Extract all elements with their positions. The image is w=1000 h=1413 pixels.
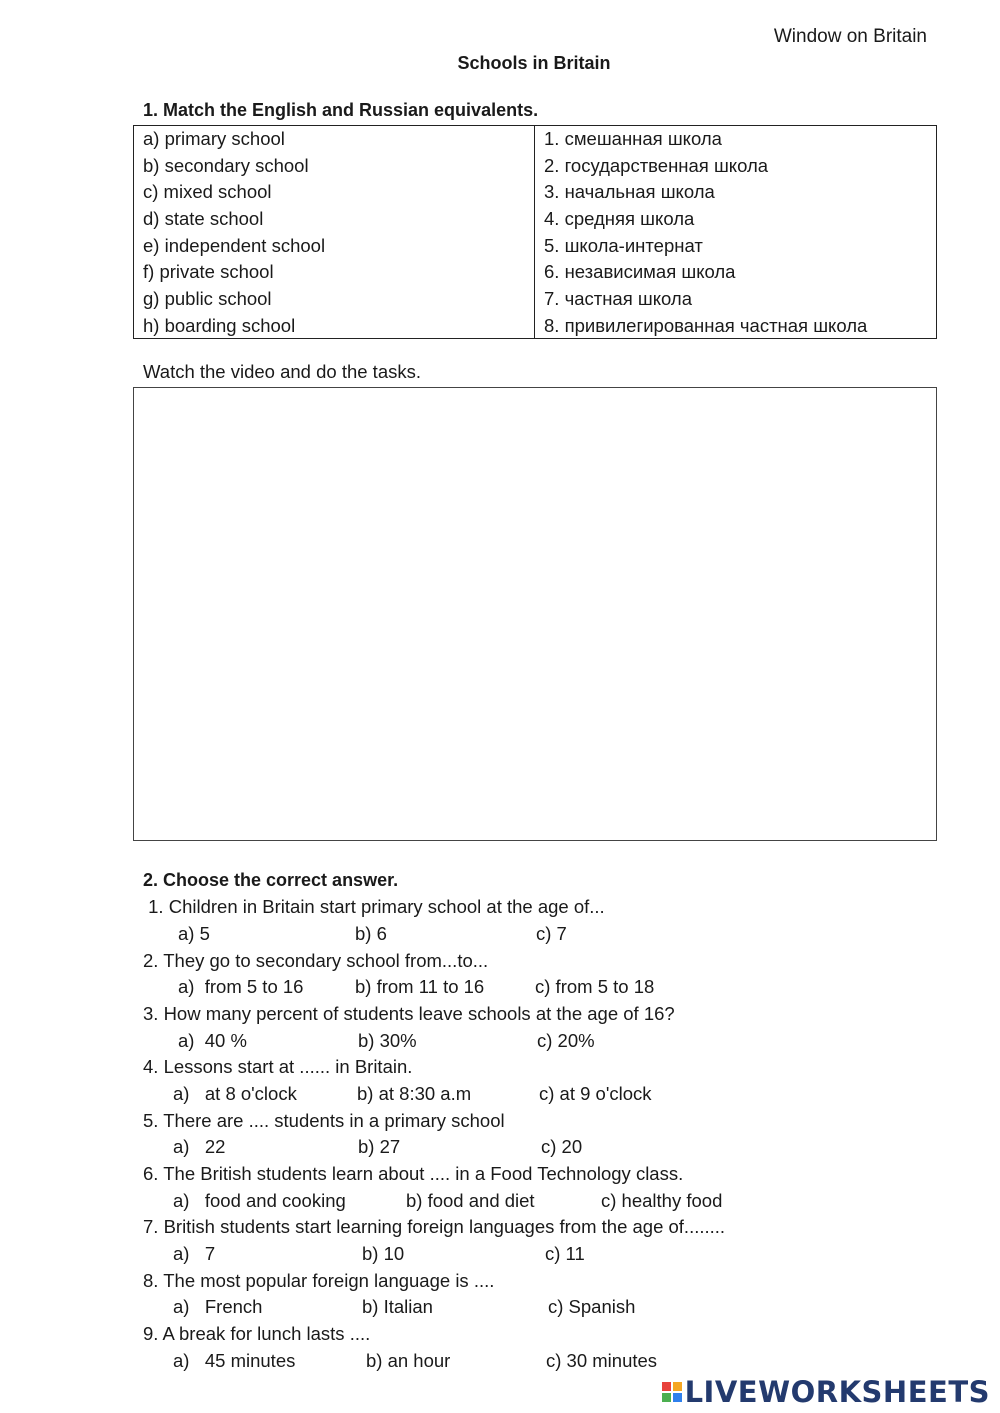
answer-option[interactable]: b) 6 xyxy=(355,923,387,944)
russian-term: 4. средняя школа xyxy=(544,208,695,230)
english-term: e) independent school xyxy=(143,234,326,256)
russian-term: 7. частная школа xyxy=(544,288,692,310)
logo-mark-cell xyxy=(662,1382,671,1391)
answer-option[interactable]: a) food and cooking xyxy=(173,1190,346,1211)
page-title: Schools in Britain xyxy=(457,53,611,73)
answer-option[interactable]: b) 30% xyxy=(358,1030,417,1051)
answer-option[interactable]: c) 7 xyxy=(536,923,567,944)
answer-option[interactable]: b) an hour xyxy=(366,1350,451,1371)
video-player-area[interactable] xyxy=(133,387,937,841)
question-text: 1. Children in Britain start primary school at the age of... xyxy=(143,896,605,917)
question-text: 6. The British students learn about .... in a Food Technology class. xyxy=(143,1163,684,1184)
matching-table xyxy=(133,125,937,339)
question-text: 5. There are .... students in a primary school xyxy=(143,1110,505,1131)
logo-mark-icon xyxy=(662,1382,682,1402)
header-source-label: Window on Britain xyxy=(773,26,927,47)
english-term: c) mixed school xyxy=(143,181,272,203)
russian-column xyxy=(535,126,936,338)
russian-term: 2. государственная школа xyxy=(544,154,769,176)
english-term: f) private school xyxy=(143,261,274,283)
section-2-heading: 2. Choose the correct answer. xyxy=(143,870,399,890)
question-text: 2. They go to secondary school from...to... xyxy=(143,950,489,971)
answer-option[interactable]: c) 11 xyxy=(545,1243,585,1264)
answer-option[interactable]: a) French xyxy=(173,1296,263,1317)
answer-option[interactable]: b) 10 xyxy=(362,1243,405,1264)
logo-text: LIVEWORKSHEETS xyxy=(684,1375,990,1409)
answer-option[interactable]: b) 27 xyxy=(358,1136,401,1157)
logo-mark-cell xyxy=(673,1382,682,1391)
answer-option[interactable]: c) 20 xyxy=(541,1136,583,1157)
english-term: a) primary school xyxy=(143,128,285,149)
question-text: 7. British students start learning foreign languages from the age of........ xyxy=(143,1216,726,1237)
question-text: 9. A break for lunch lasts .... xyxy=(143,1323,371,1344)
answer-option[interactable]: a) 45 minutes xyxy=(173,1350,296,1371)
question-text: 4. Lessons start at ...... in Britain. xyxy=(143,1056,413,1077)
answer-option[interactable]: a) 22 xyxy=(173,1136,226,1157)
english-term: d) state school xyxy=(143,208,264,230)
russian-term: 6. независимая школа xyxy=(544,261,736,283)
answer-option[interactable]: a) 7 xyxy=(173,1243,216,1264)
answer-option[interactable]: a) from 5 to 16 xyxy=(178,976,304,997)
answer-option[interactable]: c) healthy food xyxy=(601,1190,723,1211)
question-text: 8. The most popular foreign language is .... xyxy=(143,1270,495,1291)
russian-term: 5. школа-интернат xyxy=(544,234,703,256)
liveworksheets-logo[interactable] xyxy=(662,1377,990,1407)
answer-option[interactable]: c) Spanish xyxy=(548,1296,636,1317)
answer-option[interactable]: c) 30 minutes xyxy=(546,1350,658,1371)
answer-option[interactable]: a) 5 xyxy=(178,923,210,944)
section-1-heading: 1. Match the English and Russian equivalents. xyxy=(143,100,539,120)
logo-mark-cell xyxy=(673,1393,682,1402)
answer-option[interactable]: a) at 8 o'clock xyxy=(173,1083,297,1104)
answer-option[interactable]: c) at 9 o'clock xyxy=(539,1083,652,1104)
russian-term: 8. привилегированная частная школа xyxy=(544,314,868,336)
logo-mark-cell xyxy=(662,1393,671,1402)
answer-option[interactable]: c) 20% xyxy=(537,1030,595,1051)
answer-option[interactable]: b) food and diet xyxy=(406,1190,535,1211)
english-column xyxy=(134,126,535,338)
answer-option[interactable]: b) from 11 to 16 xyxy=(355,976,485,997)
answer-option[interactable]: a) 40 % xyxy=(178,1030,247,1051)
russian-term: 1. смешанная школа xyxy=(544,128,722,149)
answer-option[interactable]: c) from 5 to 18 xyxy=(535,976,655,997)
english-term: h) boarding school xyxy=(143,314,296,336)
answer-option[interactable]: b) at 8:30 a.m xyxy=(357,1083,472,1104)
video-instruction: Watch the video and do the tasks. xyxy=(143,361,422,382)
question-text: 3. How many percent of students leave schools at the age of 16? xyxy=(143,1003,675,1024)
english-term: b) secondary school xyxy=(143,154,309,176)
answer-option[interactable]: b) Italian xyxy=(362,1296,433,1317)
english-term: g) public school xyxy=(143,288,272,310)
russian-term: 3. начальная школа xyxy=(544,181,715,203)
